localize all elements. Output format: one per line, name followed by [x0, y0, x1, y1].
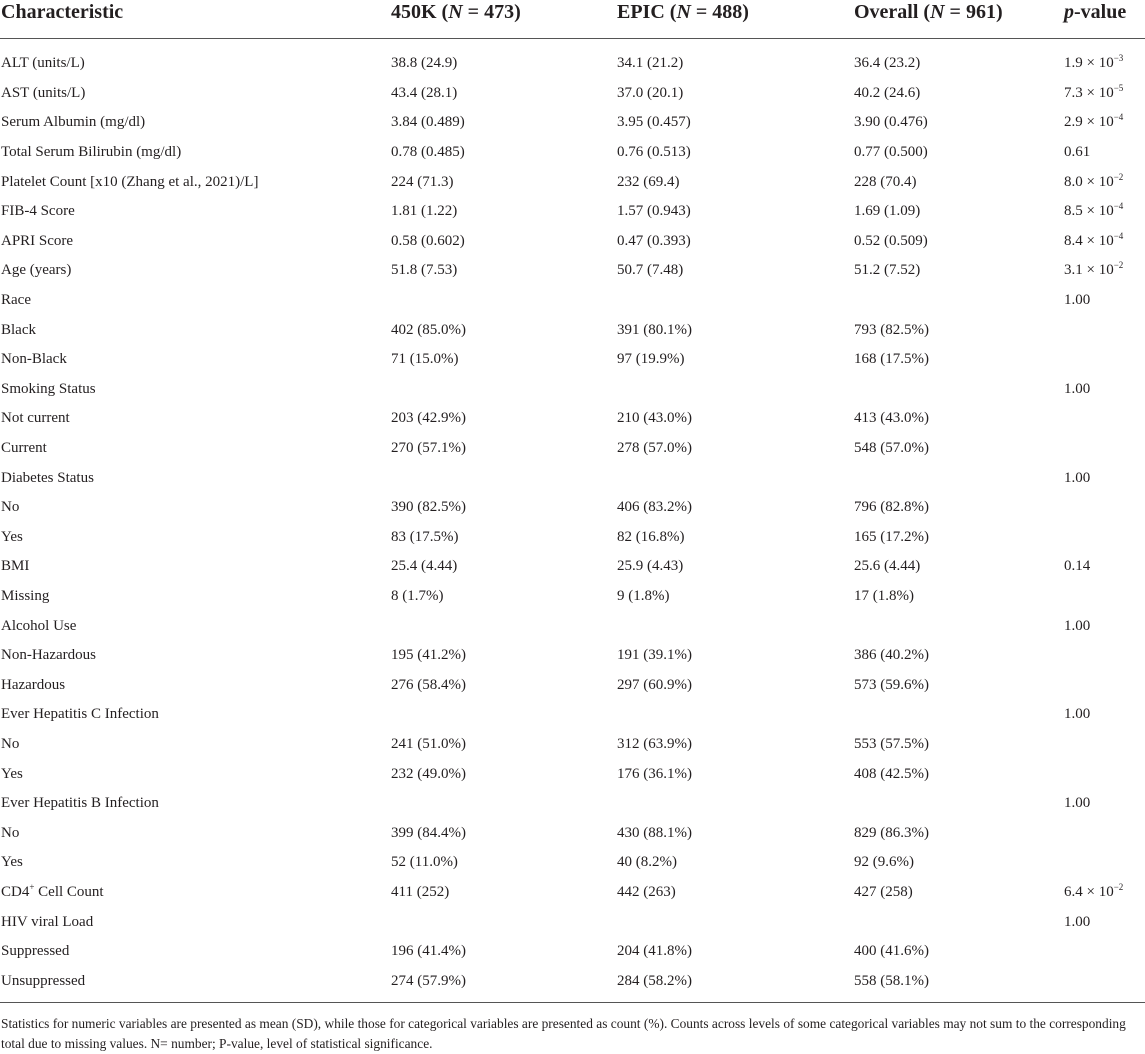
cell-overall: 400 (41.6%) [854, 943, 929, 960]
cell-pvalue [1063, 552, 1145, 582]
cell-overall: 168 (17.5%) [854, 351, 929, 368]
row-label: Serum Albumin (mg/dl) [1, 114, 146, 131]
header-450k-n-value: = 473) [462, 1, 521, 23]
header-overall-name: Overall ( [854, 1, 931, 23]
cell-450k: 402 (85.0%) [391, 321, 466, 338]
row-label: Unsuppressed [0, 966, 390, 1002]
cell-epic [616, 700, 853, 730]
row-label: Ever Hepatitis C Infection [1, 706, 159, 723]
cell-450k: 52 (11.0%) [391, 854, 458, 871]
cell-pvalue [1063, 345, 1145, 375]
table-row [0, 878, 1145, 908]
cell-pvalue [1063, 375, 1145, 405]
cell-pvalue [1063, 641, 1145, 671]
row-label-text: CD4 [1, 883, 30, 900]
cell-pvalue [1063, 167, 1145, 197]
table-row [0, 523, 1145, 553]
cell-overall [853, 700, 1063, 730]
header-overall-n-value: = 961) [944, 1, 1003, 23]
table-row [0, 641, 1145, 671]
pvalue-base: 2.9 × 10 [1064, 114, 1114, 131]
table-body [0, 39, 1145, 1003]
cell-overall: 25.6 (4.44) [854, 558, 921, 575]
row-label: Smoking Status [1, 380, 96, 397]
cell-epic: 191 (39.1%) [617, 647, 692, 664]
table-row [0, 818, 1145, 848]
pvalue-base: 0.61 [1064, 144, 1091, 161]
header-pvalue [1063, 0, 1145, 39]
pvalue-exponent: −4 [1113, 112, 1124, 123]
cell-pvalue [1063, 39, 1145, 79]
row-label: BMI [1, 558, 30, 575]
cell-450k [390, 611, 616, 641]
table-row [0, 197, 1145, 227]
table-row [0, 108, 1145, 138]
cell-epic: 34.1 (21.2) [617, 55, 684, 72]
pvalue-base: 8.0 × 10 [1064, 173, 1114, 190]
cell-overall: 796 (82.8%) [854, 499, 929, 516]
table-row [0, 315, 1145, 345]
pvalue-exponent: −4 [1113, 230, 1124, 241]
cell-epic: 3.95 (0.457) [617, 114, 691, 131]
cell-epic: 37.0 (20.1) [617, 84, 684, 101]
pvalue-exponent: −5 [1113, 82, 1124, 93]
cell-epic [616, 375, 853, 405]
pvalue-exponent: −2 [1113, 171, 1124, 182]
pvalue-base: 1.00 [1064, 795, 1091, 812]
cell-overall: 92 (9.6%) [854, 854, 914, 871]
cell-450k: 8 (1.7%) [391, 587, 444, 604]
table-row [0, 286, 1145, 316]
cell-overall: 0.77 (0.500) [854, 144, 928, 161]
cell-overall: 553 (57.5%) [854, 735, 929, 752]
cell-epic: 176 (36.1%) [617, 765, 692, 782]
pvalue-base: 8.4 × 10 [1064, 232, 1114, 249]
row-label: No [1, 824, 20, 841]
table-row [0, 463, 1145, 493]
header-epic-n-value: = 488) [690, 1, 749, 23]
cell-epic: 406 (83.2%) [617, 499, 692, 516]
header-pvalue-rest: -value [1074, 1, 1127, 23]
cell-pvalue [1063, 937, 1145, 967]
cell-overall: 51.2 (7.52) [854, 262, 921, 279]
row-label-rest: Cell Count [34, 883, 104, 900]
cell-overall: 793 (82.5%) [854, 321, 929, 338]
cell-450k: 0.58 (0.602) [391, 232, 465, 249]
cell-450k: 196 (41.4%) [391, 943, 466, 960]
row-label: Platelet Count [x10 (Zhang et al., 2021)/L] [1, 173, 259, 190]
cell-450k: 3.84 (0.489) [391, 114, 465, 131]
cell-epic: 25.9 (4.43) [617, 558, 684, 575]
header-overall [853, 0, 1063, 39]
cell-overall: 40.2 (24.6) [854, 84, 921, 101]
cell-epic: 391 (80.1%) [617, 321, 692, 338]
pvalue-base: 1.9 × 10 [1064, 55, 1114, 72]
cell-pvalue [1063, 434, 1145, 464]
cell-epic: 0.76 (0.513) [617, 144, 691, 161]
table-footnote: Statistics for numeric variables are presented as mean (SD), while those for categorical variables are presented as count (%). Counts across levels of some categorical variables may not sum to the corresponding total due to missing values. N= number; P-value, level of statistical significance. [1, 1016, 1126, 1051]
cell-overall: 573 (59.6%) [854, 676, 929, 693]
cell-overall [853, 463, 1063, 493]
row-label: Total Serum Bilirubin (mg/dl) [1, 144, 182, 161]
table-row [0, 582, 1145, 612]
cell-450k: 232 (49.0%) [391, 765, 466, 782]
cell-pvalue [1063, 79, 1145, 109]
pvalue-exponent: −2 [1113, 260, 1124, 271]
cell-overall: 0.52 (0.509) [854, 232, 928, 249]
cell-450k: 71 (15.0%) [391, 351, 459, 368]
cell-pvalue [1063, 463, 1145, 493]
row-label: Non-Black [1, 351, 67, 368]
cell-epic: 430 (88.1%) [617, 824, 692, 841]
cell-overall: 17 (1.8%) [854, 587, 914, 604]
row-label-sup: + [29, 881, 35, 892]
cell-epic [616, 611, 853, 641]
cell-overall: 3.90 (0.476) [854, 114, 928, 131]
header-row [0, 0, 1145, 39]
pvalue-base: 1.00 [1064, 292, 1091, 309]
cell-450k: 270 (57.1%) [391, 440, 466, 457]
cell-overall [853, 611, 1063, 641]
cell-overall: 228 (70.4) [854, 173, 917, 190]
cell-pvalue [1063, 315, 1145, 345]
row-label: Current [1, 440, 47, 457]
row-label: Non-Hazardous [1, 647, 96, 664]
row-label: ALT (units/L) [1, 55, 85, 72]
cell-epic [616, 463, 853, 493]
pvalue-exponent: −2 [1113, 881, 1124, 892]
cell-pvalue [1063, 878, 1145, 908]
pvalue-exponent: −3 [1113, 53, 1124, 64]
cell-450k [390, 907, 616, 937]
cell-overall: 408 (42.5%) [854, 765, 929, 782]
cell-450k: 83 (17.5%) [391, 528, 459, 545]
table-row [0, 966, 1145, 1002]
table-row [0, 552, 1145, 582]
cell-pvalue [1063, 523, 1145, 553]
row-label: Yes [1, 765, 23, 782]
cell-pvalue [1063, 759, 1145, 789]
cell-epic: 278 (57.0%) [617, 440, 692, 457]
cell-450k [390, 789, 616, 819]
cell-450k: 195 (41.2%) [391, 647, 466, 664]
cell-pvalue [1063, 256, 1145, 286]
pvalue-base: 1.00 [1064, 469, 1091, 486]
cell-epic: 312 (63.9%) [617, 735, 692, 752]
cell-450k: 0.78 (0.485) [391, 144, 465, 161]
cell-450k: 276 (58.4%) [391, 676, 466, 693]
cell-overall: 558 (58.1%) [853, 966, 1063, 1002]
row-label: Ever Hepatitis B Infection [1, 795, 159, 812]
pvalue-base: 1.00 [1064, 380, 1091, 397]
cell-epic: 1.57 (0.943) [617, 203, 691, 220]
table-row [0, 670, 1145, 700]
cell-pvalue [1063, 493, 1145, 523]
cell-epic [616, 907, 853, 937]
table-row [0, 256, 1145, 286]
cell-pvalue [1063, 730, 1145, 760]
row-label: Diabetes Status [1, 469, 94, 486]
table-row [0, 493, 1145, 523]
cell-overall [853, 375, 1063, 405]
cell-overall: 548 (57.0%) [854, 440, 929, 457]
cell-450k: 51.8 (7.53) [391, 262, 458, 279]
header-450k-n-symbol: N [448, 1, 463, 23]
cell-pvalue [1063, 848, 1145, 878]
row-label: No [1, 735, 20, 752]
header-characteristic: Characteristic [0, 0, 390, 39]
cell-epic: 40 (8.2%) [617, 854, 677, 871]
header-epic [616, 0, 853, 39]
pvalue-base: 6.4 × 10 [1064, 883, 1114, 900]
table-row [0, 167, 1145, 197]
row-label: Suppressed [1, 943, 70, 960]
cell-epic: 97 (19.9%) [617, 351, 685, 368]
cell-450k: 1.81 (1.22) [391, 203, 458, 220]
cell-overall: 386 (40.2%) [854, 647, 929, 664]
header-450k-name: 450K ( [391, 1, 449, 23]
row-label: Yes [1, 528, 23, 545]
cell-epic: 50.7 (7.48) [617, 262, 684, 279]
row-label: Race [1, 292, 31, 309]
cell-pvalue [1063, 108, 1145, 138]
cell-epic [616, 789, 853, 819]
cell-450k [390, 375, 616, 405]
table-row [0, 345, 1145, 375]
cell-450k: 38.8 (24.9) [391, 55, 458, 72]
cell-pvalue [1063, 818, 1145, 848]
cell-overall: 165 (17.2%) [854, 528, 929, 545]
table-row [0, 700, 1145, 730]
cell-epic: 297 (60.9%) [617, 676, 692, 693]
table-row [0, 907, 1145, 937]
cell-epic [616, 286, 853, 316]
cell-epic: 82 (16.8%) [617, 528, 685, 545]
row-label: AST (units/L) [1, 84, 86, 101]
cell-epic: 442 (263) [617, 883, 676, 900]
cell-overall [853, 789, 1063, 819]
table-row [0, 789, 1145, 819]
cell-450k: 411 (252) [391, 883, 450, 900]
table-row [0, 79, 1145, 109]
cell-epic: 232 (69.4) [617, 173, 680, 190]
header-pvalue-p: p [1064, 1, 1074, 23]
cell-450k: 399 (84.4%) [391, 824, 466, 841]
cell-pvalue [1063, 286, 1145, 316]
pvalue-base: 0.14 [1064, 558, 1091, 575]
cell-overall [853, 907, 1063, 937]
cell-overall: 829 (86.3%) [854, 824, 929, 841]
header-epic-name: EPIC ( [617, 1, 677, 23]
row-label: FIB-4 Score [1, 203, 75, 220]
cell-pvalue [1063, 966, 1145, 1002]
cell-450k: 274 (57.9%) [390, 966, 616, 1002]
cell-450k: 224 (71.3) [391, 173, 454, 190]
table-row [0, 138, 1145, 168]
row-label: Yes [1, 854, 23, 871]
row-label: Hazardous [1, 676, 66, 693]
row-label: Missing [1, 587, 50, 604]
cell-pvalue [1063, 700, 1145, 730]
cell-450k [390, 286, 616, 316]
row-label: APRI Score [1, 232, 74, 249]
table-row [0, 39, 1145, 79]
cell-pvalue [1063, 611, 1145, 641]
table-row [0, 611, 1145, 641]
cell-epic: 0.47 (0.393) [617, 232, 691, 249]
cell-epic: 204 (41.8%) [617, 943, 692, 960]
cell-450k: 43.4 (28.1) [391, 84, 458, 101]
cell-overall: 427 (258) [854, 883, 913, 900]
pvalue-base: 3.1 × 10 [1064, 262, 1114, 279]
cell-450k: 390 (82.5%) [391, 499, 466, 516]
table-row [0, 937, 1145, 967]
table-row [0, 434, 1145, 464]
cell-450k: 25.4 (4.44) [391, 558, 458, 575]
cell-epic: 210 (43.0%) [617, 410, 692, 427]
table-row [0, 375, 1145, 405]
cell-pvalue [1063, 404, 1145, 434]
pvalue-exponent: −4 [1113, 201, 1124, 212]
cell-overall: 413 (43.0%) [854, 410, 929, 427]
cell-pvalue [1063, 138, 1145, 168]
cell-epic: 284 (58.2%) [616, 966, 853, 1002]
table-row [0, 404, 1145, 434]
cell-450k [390, 700, 616, 730]
cell-450k [390, 463, 616, 493]
cell-epic: 9 (1.8%) [617, 587, 670, 604]
table-row [0, 227, 1145, 257]
row-label: Not current [1, 410, 70, 427]
cell-pvalue [1063, 197, 1145, 227]
cell-pvalue [1063, 670, 1145, 700]
pvalue-base: 1.00 [1064, 913, 1091, 930]
row-label: Age (years) [1, 262, 72, 279]
header-epic-n-symbol: N [676, 1, 691, 23]
cell-overall [853, 286, 1063, 316]
cell-pvalue [1063, 582, 1145, 612]
row-label: HIV viral Load [1, 913, 94, 930]
cell-overall: 1.69 (1.09) [854, 203, 921, 220]
row-label: No [1, 499, 20, 516]
cell-pvalue [1063, 227, 1145, 257]
table-row [0, 730, 1145, 760]
cell-450k: 241 (51.0%) [391, 735, 466, 752]
header-450k [390, 0, 616, 39]
pvalue-base: 1.00 [1064, 706, 1091, 723]
table-row [0, 848, 1145, 878]
pvalue-base: 1.00 [1064, 617, 1091, 634]
pvalue-base: 8.5 × 10 [1064, 203, 1114, 220]
cell-overall: 36.4 (23.2) [854, 55, 921, 72]
cell-pvalue [1063, 789, 1145, 819]
header-overall-n-symbol: N [930, 1, 945, 23]
cell-450k: 203 (42.9%) [391, 410, 466, 427]
cell-pvalue [1063, 907, 1145, 937]
row-label: Black [1, 321, 36, 338]
pvalue-base: 7.3 × 10 [1064, 84, 1114, 101]
row-label: Alcohol Use [1, 617, 77, 634]
row-label [0, 878, 390, 908]
table-row [0, 759, 1145, 789]
